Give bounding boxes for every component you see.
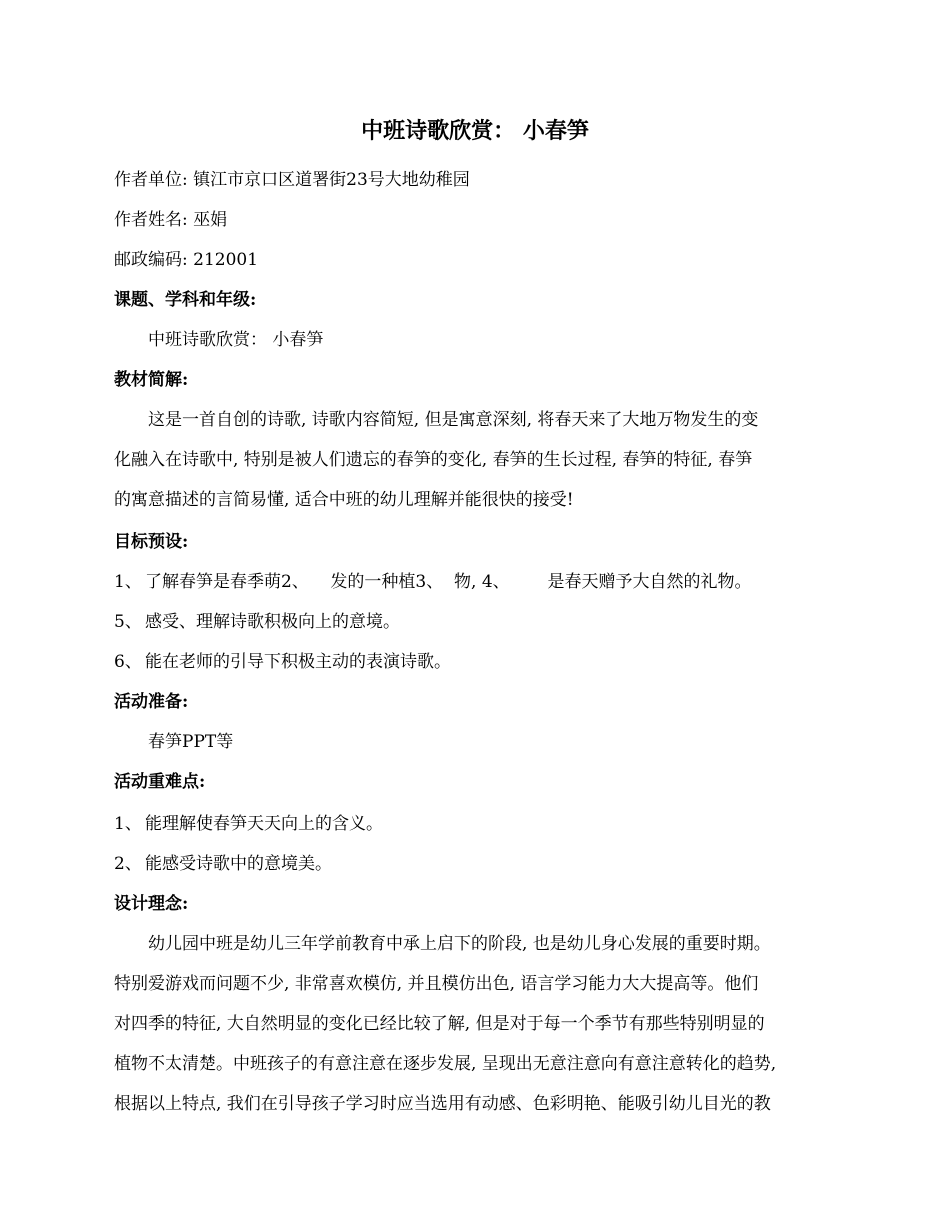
concept-line: 根据以上特点, 我们在引导孩子学习时应当选用有动感、色彩明艳、能吸引幼儿目光的教 <box>114 1094 771 1114</box>
prep-heading: 活动准备: <box>114 692 189 712</box>
goal-text: 了解春笋是春季萌2、 发的一种植3、 物, 4、 是春天赠予大自然的礼物。 <box>145 572 752 592</box>
author-name: 作者姓名: 巫娟 <box>114 210 228 230</box>
concept-heading: 设计理念: <box>114 894 189 914</box>
goal-number: 6、 <box>114 652 142 672</box>
document-title: 中班诗歌欣赏： 小春笋 <box>361 118 589 144</box>
intro-line: 的寓意描述的言简易懂, 适合中班的幼儿理解并能很快的接受! <box>114 490 574 510</box>
prep-text: 春笋PPT等 <box>148 732 234 752</box>
author-unit: 作者单位: 镇江市京口区道署街23号大地幼稚园 <box>114 170 470 190</box>
goal-number: 5、 <box>114 612 142 632</box>
intro-heading: 教材简解: <box>114 370 189 390</box>
concept-line: 幼儿园中班是幼儿三年学前教育中承上启下的阶段, 也是幼儿身心发展的重要时期。 <box>148 934 771 954</box>
keypoint-text: 能感受诗歌中的意境美。 <box>145 854 332 874</box>
keypoint-text: 能理解使春笋天天向上的含义。 <box>145 814 383 834</box>
goals-heading: 目标预设: <box>114 532 189 552</box>
concept-line: 对四季的特征, 大自然明显的变化已经比较了解, 但是对于每一个季节有那些特别明显的 <box>114 1014 765 1034</box>
intro-line: 化融入在诗歌中, 特别是被人们遗忘的春笋的变化, 春笋的生长过程, 春笋的特征, 春笋 <box>114 450 753 470</box>
keypoints-heading: 活动重难点: <box>114 772 206 792</box>
postal-code: 邮政编码: 212001 <box>114 250 259 270</box>
concept-line: 植物不太清楚。中班孩子的有意注意在逐步发展, 呈现出无意注意向有意注意转化的趋势, <box>114 1054 777 1074</box>
goal-text: 感受、理解诗歌积极向上的意境。 <box>145 612 400 632</box>
intro-line: 这是一首自创的诗歌, 诗歌内容简短, 但是寓意深刻, 将春天来了大地万物发生的变 <box>148 410 759 430</box>
goal-number: 1、 <box>114 572 142 592</box>
topic-heading: 课题、学科和年级: <box>114 290 257 310</box>
keypoint-number: 2、 <box>114 854 142 874</box>
concept-line: 特别爱游戏而问题不少, 非常喜欢模仿, 并且模仿出色, 语言学习能力大大提高等。他们 <box>114 974 759 994</box>
topic-text: 中班诗歌欣赏： 小春笋 <box>148 330 324 350</box>
goal-text: 能在老师的引导下积极主动的表演诗歌。 <box>145 652 451 672</box>
keypoint-number: 1、 <box>114 814 142 834</box>
